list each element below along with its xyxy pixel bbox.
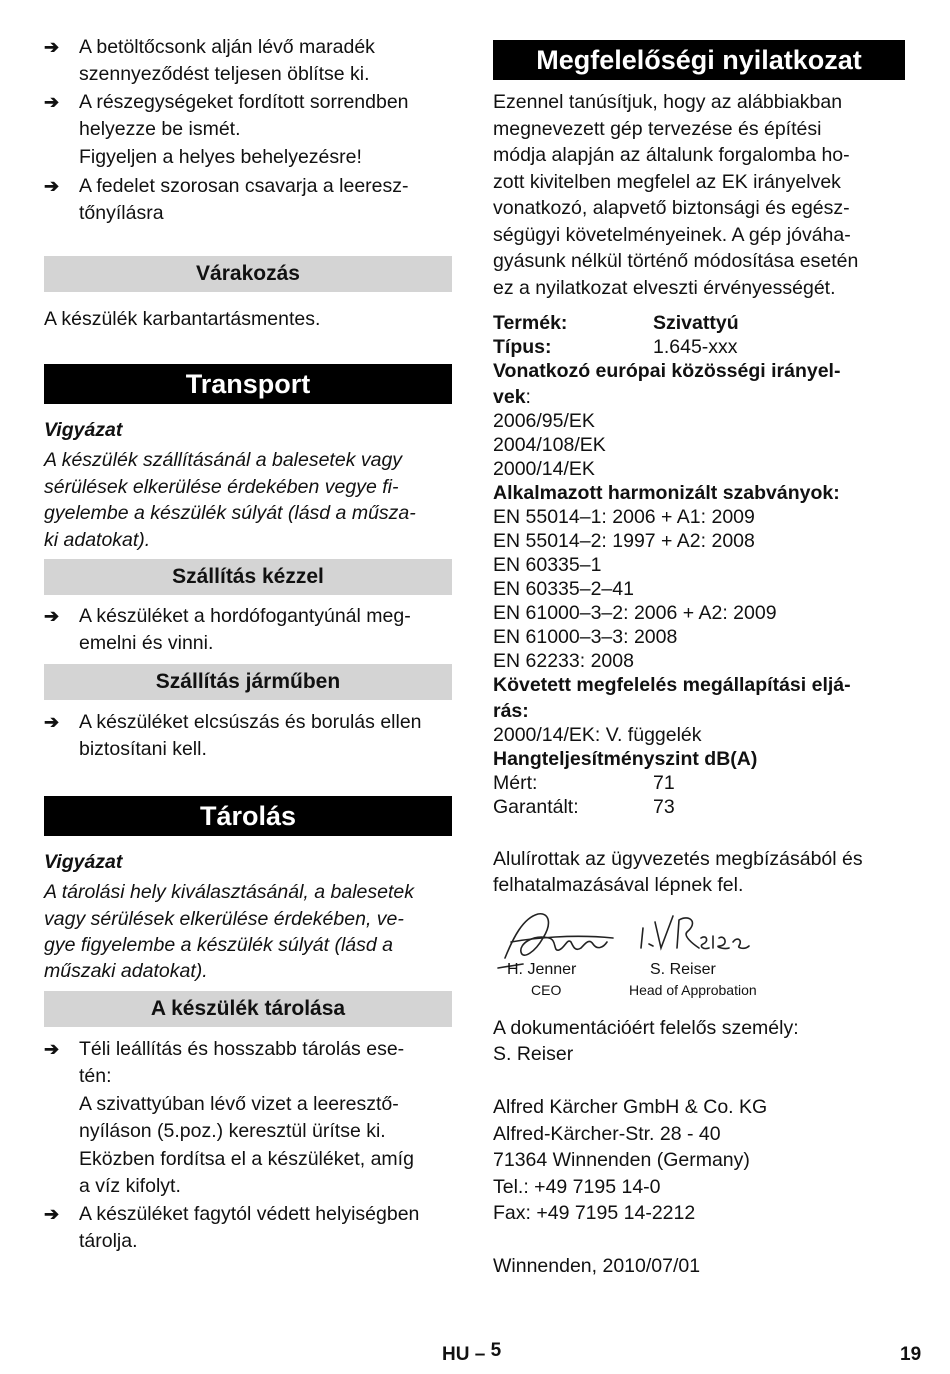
bullet-text: A részegységeket fordított sorrendben — [79, 91, 409, 113]
product-value: Szivattyú — [653, 312, 739, 334]
bullet-text: emelni és vinni. — [79, 631, 214, 654]
company-tel: Tel.: +49 7195 14-0 — [493, 1176, 661, 1198]
standard-item: EN 62233: 2008 — [493, 650, 634, 672]
standard-item: EN 55014–1: 2006 + A1: 2009 — [493, 506, 755, 528]
signature-jenner — [498, 914, 613, 968]
standard-item: EN 55014–2: 1997 + A2: 2008 — [493, 530, 755, 552]
declaration-text: vonatkozó, alapvető biztonsági és egész- — [493, 197, 850, 219]
caution-text: A tárolási hely kiválasztásánál, a balesetek — [44, 881, 414, 903]
bullet-text: A készüléket elcsúszás és borulás ellen — [79, 711, 422, 733]
standard-item: EN 61000–3–2: 2006 + A2: 2009 — [493, 602, 777, 624]
company-city: 71364 Winnenden (Germany) — [493, 1149, 750, 1171]
procedure-label: Követett megfelelés megállapítási eljá- — [493, 674, 851, 696]
type-label: Típus: — [493, 336, 552, 358]
maintenance-text: A készülék karbantartásmentes. — [44, 308, 321, 330]
section-heading-varakozas: Várakozás — [44, 256, 452, 292]
signatory-text: felhatalmazásával lépnek fel. — [493, 874, 744, 896]
declaration-text: ez a nyilatkozat elveszti érvényességét. — [493, 277, 836, 299]
declaration-text: gyásunk nélkül történő módosítása esetén — [493, 250, 859, 272]
directives-label-cont: vek: — [493, 386, 531, 408]
caution-text: ki adatokat). — [44, 529, 151, 551]
bullet-item — [44, 603, 411, 656]
declaration-text: zott kivitelben megfelel az EK irányelvek — [493, 171, 841, 193]
instruction-text: nyíláson (5.poz.) keresztül ürítse ki. — [79, 1120, 386, 1142]
caution-text: vagy sérülések elkerülése érdekében, ve- — [44, 908, 404, 930]
directives-label: Vonatkozó európai közösségi irányel- — [493, 360, 841, 382]
section-heading-hand-transport: Szállítás kézzel — [44, 559, 452, 595]
declaration-text: megnevezett gép tervezése és építési — [493, 118, 822, 140]
bullet-text: tárolja. — [79, 1229, 138, 1252]
type-row — [493, 335, 738, 359]
declaration-text: ségügyi követelményeinek. A gép jóváha- — [493, 224, 851, 246]
company-fax: Fax: +49 7195 14-2212 — [493, 1202, 696, 1224]
guaranteed-value: 73 — [653, 796, 675, 818]
bullet-text: A betöltőcsonk alján lévő maradék — [79, 36, 375, 58]
page-number: 19 — [900, 1344, 922, 1365]
company-street: Alfred-Kärcher-Str. 28 - 40 — [493, 1123, 721, 1145]
place-date: Winnenden, 2010/07/01 — [493, 1255, 701, 1277]
declaration-text: Ezennel tanúsítjuk, hogy az alábbiakban — [493, 91, 843, 113]
guaranteed-row — [493, 795, 675, 819]
caution-label: Vigyázat — [44, 419, 123, 441]
bullet-item — [44, 89, 409, 142]
signatory-2-name: S. Reiser — [650, 961, 716, 978]
bullet-text: A fedelet szorosan csavarja a leeresz- — [79, 175, 409, 197]
product-label: Termék: — [493, 312, 568, 334]
noise-label: Hangteljesítményszint dB(A) — [493, 748, 758, 770]
bullet-text: tőnyílásra — [79, 201, 164, 224]
bullet-item — [44, 34, 375, 87]
bullet-item — [44, 709, 422, 762]
standards-label: Alkalmazott harmonizált szabványok: — [493, 482, 840, 504]
caution-text: gyelembe a készülék súlyát (lásd a műsza- — [44, 502, 416, 524]
bullet-item — [44, 1201, 419, 1254]
guaranteed-label: Garantált: — [493, 796, 579, 818]
footer-section-label: HU – 5 — [442, 1340, 502, 1365]
directive-item: 2000/14/EK — [493, 458, 595, 480]
arrow-right-icon: ➔ — [44, 606, 60, 626]
standard-item: EN 60335–1 — [493, 554, 602, 576]
arrow-right-icon: ➔ — [44, 176, 60, 196]
standard-item: EN 60335–2–41 — [493, 578, 634, 600]
type-value: 1.645-xxx — [653, 336, 738, 358]
bullet-text: Téli leállítás és hosszabb tárolás ese- — [79, 1038, 405, 1060]
section-heading-declaration: Megfelelőségi nyilatkozat — [493, 40, 905, 80]
caution-text: A készülék szállításánál a balesetek vagy — [44, 449, 403, 471]
declaration-text: módja alapján az általunk forgalomba ho- — [493, 144, 850, 166]
arrow-right-icon: ➔ — [44, 1039, 60, 1059]
bullet-text: tén: — [79, 1064, 112, 1087]
bullet-text: A készüléket fagytól védett helyiségben — [79, 1203, 420, 1225]
caution-text: műszaki adatokat). — [44, 960, 208, 982]
standard-item: EN 61000–3–3: 2008 — [493, 626, 678, 648]
arrow-right-icon: ➔ — [44, 37, 60, 57]
bullet-text: szennyeződést teljesen öblítse ki. — [79, 62, 370, 85]
measured-label: Mért: — [493, 772, 538, 794]
company-name: Alfred Kärcher GmbH & Co. KG — [493, 1096, 768, 1118]
bullet-text: biztosítani kell. — [79, 737, 207, 760]
section-heading-storage: Tárolás — [44, 796, 452, 836]
signatory-1-role: CEO — [531, 982, 562, 998]
signature-reiser — [641, 916, 749, 949]
instruction-text: Eközben fordítsa el a készüléket, amíg — [79, 1148, 414, 1170]
signatory-text: Alulírottak az ügyvezetés megbízásából és — [493, 848, 863, 870]
signatory-1-name: H. Jenner — [507, 961, 577, 978]
note-text: Figyeljen a helyes behelyezésre! — [79, 146, 362, 168]
measured-row — [493, 771, 675, 795]
procedure-value: 2000/14/EK: V. függelék — [493, 724, 702, 746]
directive-item: 2004/108/EK — [493, 434, 606, 456]
arrow-right-icon: ➔ — [44, 712, 60, 732]
signatory-2-role: Head of Approbation — [629, 982, 757, 998]
bullet-text: helyezze be ismét. — [79, 117, 241, 140]
arrow-right-icon: ➔ — [44, 92, 60, 112]
bullet-item — [44, 173, 409, 226]
instruction-text: a víz kifolyt. — [79, 1175, 181, 1197]
caution-text: sérülések elkerülése érdekében vegye fi- — [44, 476, 399, 498]
instruction-text: A szivattyúban lévő vizet a leeresztő- — [79, 1093, 399, 1115]
arrow-right-icon: ➔ — [44, 1204, 60, 1224]
bullet-item — [44, 1036, 404, 1089]
footer-local-page: 5 — [490, 1340, 502, 1361]
product-row — [493, 311, 739, 335]
section-heading-vehicle-transport: Szállítás járműben — [44, 664, 452, 700]
directive-item: 2006/95/EK — [493, 410, 595, 432]
doc-responsible-text: A dokumentációért felelős személy: — [493, 1017, 799, 1039]
caution-label: Vigyázat — [44, 851, 123, 873]
procedure-label-cont: rás: — [493, 700, 529, 722]
caution-text: gye figyelembe a készülék súlyát (lásd a — [44, 934, 394, 956]
doc-responsible-name: S. Reiser — [493, 1043, 574, 1065]
section-heading-transport: Transport — [44, 364, 452, 404]
measured-value: 71 — [653, 772, 675, 794]
section-heading-device-storage: A készülék tárolása — [44, 991, 452, 1027]
bullet-text: A készüléket a hordófogantyúnál meg- — [79, 605, 411, 627]
